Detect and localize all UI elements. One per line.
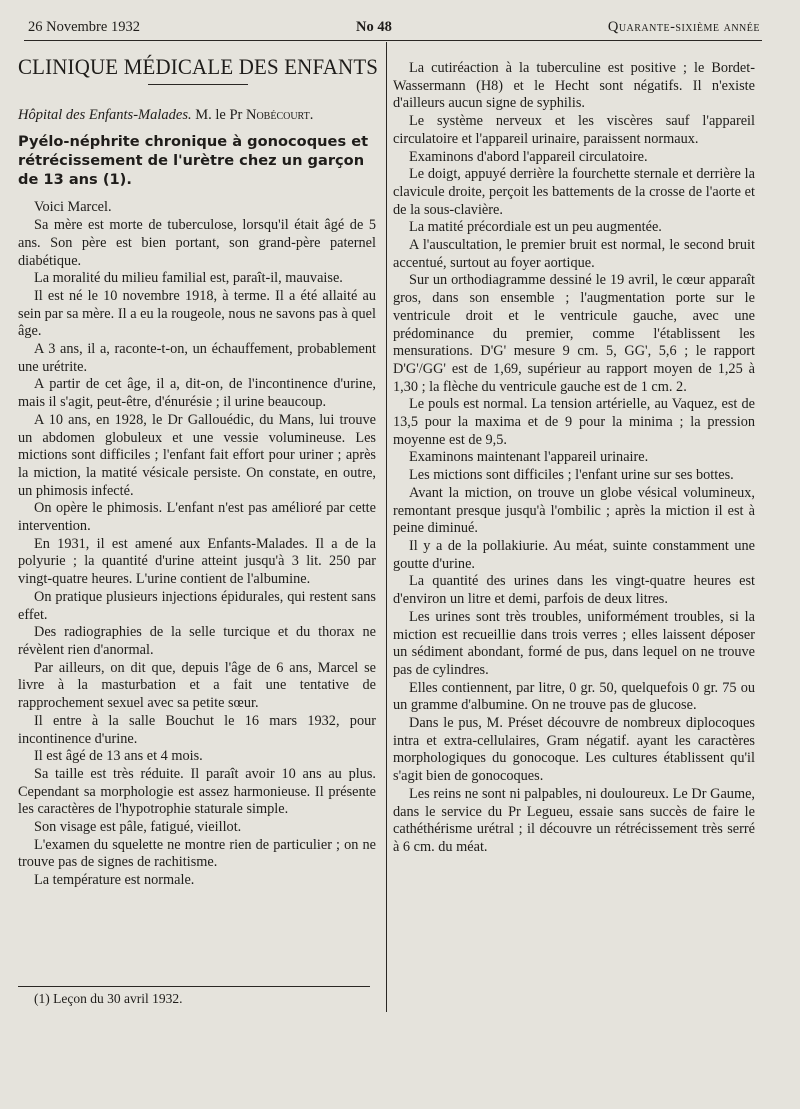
paragraph: La cutiréaction à la tuberculine est positive ; le Bordet-Wassermann (H8) et le Hecht sont négatifs. Il n'existe d'ailleurs aucun signe de syphilis.	[393, 60, 755, 112]
paragraph: Le pouls est normal. La tension artérielle, au Vaquez, est de 13,5 pour la maxima et de 9 pour la minima ; la pression moyenne est de 9,5.	[393, 396, 755, 448]
paragraph: Il y a de la pollakiurie. Au méat, suinte constamment une goutte d'urine.	[393, 537, 755, 572]
paragraph: Le doigt, appuyé derrière la fourchette sternale et derrière la clavicule droite, perçoit les battements de la crosse de l'aorte et de la sous-clavière.	[393, 166, 755, 218]
footnote: (1) Leçon du 30 avril 1932.	[34, 991, 183, 1006]
paragraph: L'examen du squelette ne montre rien de particulier ; on ne trouve pas de signes de rachitisme.	[18, 836, 376, 871]
paragraph: Il est né le 10 novembre 1918, à terme. Il a été allaité au sein par sa mère. Il a eu la rougeole, nous ne savons pas à quel âge.	[18, 287, 376, 340]
header-rule	[24, 40, 762, 41]
running-header	[28, 16, 760, 38]
paragraph: Examinons maintenant l'appareil urinaire.	[409, 449, 649, 466]
issue-number: No 48	[355, 18, 392, 35]
paragraph: Par ailleurs, on dit que, depuis l'âge de 6 ans, Marcel se livre à la masturbation et a fait une tentative de rapprochement sexuel avec sa petite sœur.	[18, 659, 376, 712]
paragraph: Les reins ne sont ni palpables, ni douloureux. Le Dr Gaume, dans le service du Pr Legueu, essaie sans succès de faire le cathéthérisme urétral ; il découvre un rétrécissement très serré à 6 cm. du méat.	[393, 785, 755, 855]
professor-name: Nobécourt.	[245, 106, 314, 123]
volume-year: Quarante-sixième année	[607, 18, 760, 35]
paragraph: La moralité du milieu familial est, paraît-il, mauvaise.	[34, 270, 343, 287]
paragraph: On pratique plusieurs injections épidurales, qui restent sans effet.	[18, 588, 376, 623]
byline-prefix: M. le Pr	[191, 106, 246, 123]
paragraph: A partir de cet âge, il a, dit-on, de l'incontinence d'urine, mais il s'agit, peut-être, d'énurésie ; il urine beaucoup.	[18, 376, 376, 411]
paragraph: On opère le phimosis. L'enfant n'est pas amélioré par cette intervention.	[18, 500, 376, 535]
paragraph: La matité précordiale est un peu augmentée.	[409, 219, 662, 236]
paragraph: Des radiographies de la selle turcique et du thorax ne révèlent rien d'anormal.	[18, 624, 376, 658]
title-rule	[148, 84, 248, 85]
paragraph: La température est normale.	[34, 872, 195, 889]
paragraph: En 1931, il est amené aux Enfants-Malades. Il a de la polyurie ; la quantité d'urine atteint jusqu'à 3 lit. 250 par vingt-quatre heures. L'urine contient de l'albumine.	[18, 535, 376, 588]
paragraph: Avant la miction, on trouve un globe vésical volumineux, remontant presque jusqu'à l'ombilic ; après la miction il est à peine diminué.	[393, 484, 755, 537]
issue-date: 26 Novembre 1932	[28, 18, 140, 35]
paragraph: Voici Marcel.	[34, 199, 112, 216]
section-title: CLINIQUE MÉDICALE DES ENFANTS	[18, 54, 379, 79]
paragraph: Sa taille est très réduite. Il paraît avoir 10 ans au plus. Cependant sa morphologie est assez harmonieuse. Il présente les caractères de l'hypotrophie staturale simple.	[18, 765, 376, 818]
paragraph: Les mictions sont difficiles ; l'enfant urine sur ses bottes.	[409, 467, 734, 484]
paragraph: Elles contiennent, par litre, 0 gr. 50, quelquefois 0 gr. 75 ou un gramme d'albumine. On ne trouve pas de glucose.	[393, 679, 755, 714]
paragraph: Examinons d'abord l'appareil circulatoire.	[409, 148, 648, 165]
paragraph: A 3 ans, il a, raconte-t-on, un échauffement, probablement une urétrite.	[18, 341, 376, 375]
paragraph: Les urines sont très troubles, uniformément troubles, si la miction est recueillie dans trois verres ; elles laissent déposer un sédiment abondant, formé de pus, dans lequel on ne trouve pas de cylindres.	[393, 608, 755, 678]
hospital-name: Hôpital des Enfants-Malades.	[18, 106, 192, 123]
paragraph: La quantité des urines dans les vingt-quatre heures est d'environ un litre et demi, parfois de deux litres.	[393, 573, 755, 608]
right-column	[393, 60, 755, 857]
paragraph: Sur un orthodiagramme dessiné le 19 avril, le cœur apparaît gros, dans son ensemble ; l'augmentation porte sur le ventricule droit et le ventricule gauche, avec une prédominance du premier, comme l'établissent les mensurations. D'G' mesure 9 cm. 5, GG', 5,6 ; le rapport D'G'/GG' est de 1,69, supérieur au rapport moyen de 1,25 à 1,30 ; la flèche du ventricule gauche est de 1 cm. 2.	[393, 272, 755, 395]
paragraph: Il entre à la salle Bouchut le 16 mars 1932, pour incontinence d'urine.	[18, 712, 376, 747]
right-body-text	[393, 60, 755, 857]
paragraph: Son visage est pâle, fatigué, vieillot.	[34, 819, 242, 836]
paragraph: A 10 ans, en 1928, le Dr Gallouédic, du Mans, lui trouve un abdomen globuleux et une vessie volumineuse. Les mictions sont difficiles ; l'enfant fait effort pour uriner ; après la miction, la matité vésicale persiste. On constate, en outre, un phimosis infecté.	[18, 411, 376, 499]
paragraph: Il est âgé de 13 ans et 4 mois.	[34, 748, 203, 765]
paragraph: Sa mère est morte de tuberculose, lorsqu'il était âgé de 5 ans. Son père est bien portant, son grand-père paternel diabétique.	[18, 217, 376, 269]
footnote-rule	[18, 986, 370, 987]
lecture-title: Pyélo-néphrite chronique à gonocoques et rétrécissement de l'urètre chez un garçon de 13 ans (1).	[18, 133, 369, 189]
left-body-text	[18, 199, 376, 889]
byline	[18, 107, 376, 125]
column-separator	[386, 42, 387, 1012]
paragraph: Dans le pus, M. Préset découvre de nombreux diplocoques intra et extra-cellulaires, Gram négatif. ayant les caractères morphologiques du gonocoque. Les cultures établissent qu'il s'agit bien de gonocoques.	[393, 715, 755, 785]
paragraph: A l'auscultation, le premier bruit est normal, le second bruit accentué, surtout au foyer aortique.	[393, 237, 755, 271]
paragraph: Le système nerveux et les viscères sauf l'appareil circulatoire et l'appareil urinaire, paraissent normaux.	[393, 113, 755, 147]
left-column	[18, 54, 379, 890]
